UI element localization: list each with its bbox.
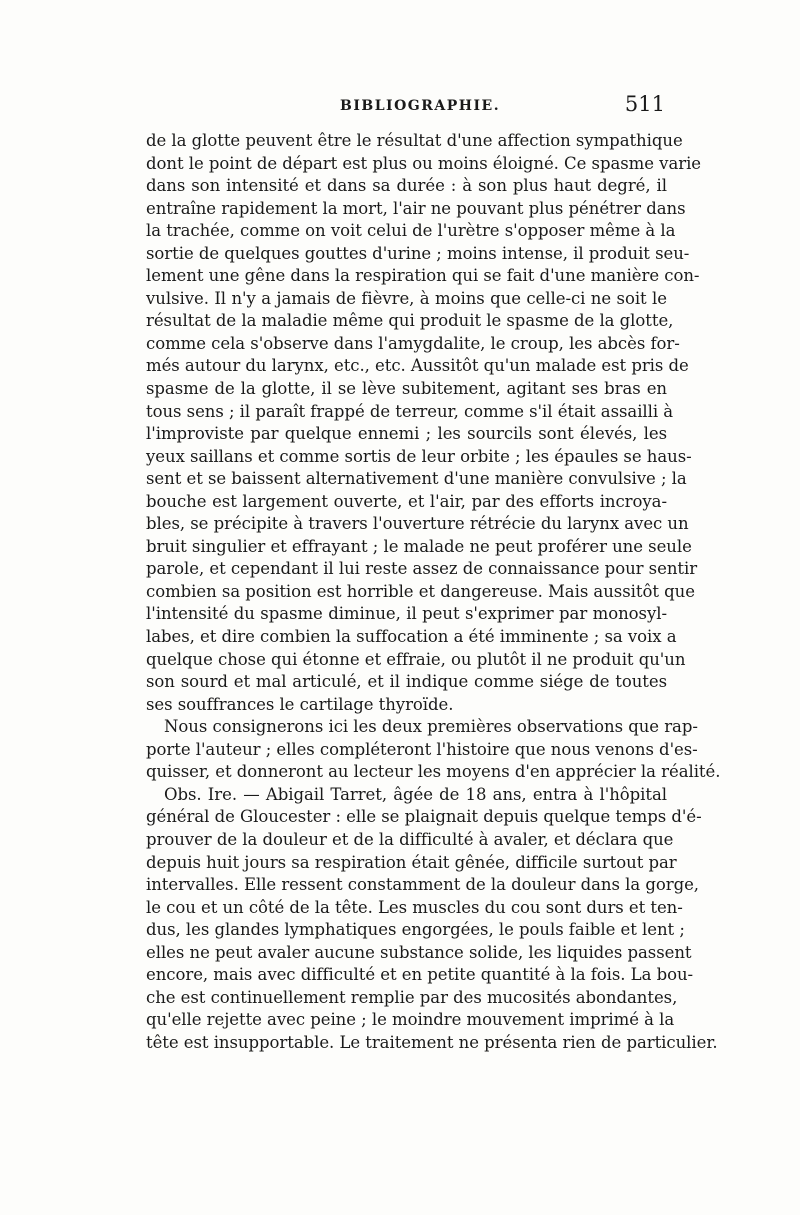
- text-line: l'intensité du spasme diminue, il peut s'exprimer par monosyl-: [146, 604, 667, 624]
- text-line: qu'elle rejette avec peine ; le moindre mouvement imprimé à la: [146, 1010, 675, 1030]
- text-line: spasme de la glotte, il se lève subitement, agitant ses bras en: [146, 379, 667, 399]
- text-line: encore, mais avec difficulté et en petite quantité à la fois. La bou-: [146, 965, 694, 985]
- text-line: parole, et cependant il lui reste assez de connaissance pour sentir: [146, 559, 698, 579]
- text-line: quisser, et donneront au lecteur les moyens d'en apprécier la réalité.: [146, 762, 721, 782]
- text-line: che est continuellement remplie par des mucosités abondantes,: [146, 987, 678, 1007]
- text-line: dans son intensité et dans sa durée : à son plus haut degré, il: [146, 176, 667, 196]
- text-line: bruit singulier et effrayant ; le malade ne peut proférer une seule: [146, 536, 692, 556]
- running-head: [145, 92, 665, 122]
- paragraph-first-line: Nous consignerons ici les deux premières observations que rap-: [164, 717, 698, 737]
- text-line: prouver de la douleur et de la difficulté à avaler, et déclara que: [146, 829, 674, 849]
- text-line: lement une gêne dans la respiration qui se fait d'une manière con-: [146, 266, 700, 286]
- page-number: 511: [624, 92, 665, 116]
- text-line: comme cela s'observe dans l'amygdalite, le croup, les abcès for-: [146, 333, 680, 353]
- text-line: la trachée, comme on voit celui de l'urètre s'opposer même à la: [146, 221, 676, 241]
- text-line: depuis huit jours sa respiration était gênée, difficile surtout par: [146, 852, 677, 872]
- text-line: quelque chose qui étonne et effraie, ou plutôt il ne produit qu'un: [146, 649, 686, 669]
- text-line: combien sa position est horrible et dangereuse. Mais aussitôt que: [146, 581, 695, 601]
- text-line: més autour du larynx, etc., etc. Aussitôt qu'un malade est pris de: [146, 356, 689, 376]
- text-line: général de Gloucester : elle se plaignait depuis quelque temps d'é-: [146, 807, 702, 827]
- text-line: entraîne rapidement la mort, l'air ne pouvant plus pénétrer dans: [146, 198, 686, 218]
- text-line: ses souffrances le cartilage thyroïde.: [146, 694, 454, 714]
- text-line: dus, les glandes lymphatiques engorgées, le pouls faible et lent ;: [146, 920, 685, 940]
- text-line: intervalles. Elle ressent constamment de la douleur dans la gorge,: [146, 875, 699, 895]
- text-line: sortie de quelques gouttes d'urine ; moins intense, il produit seu-: [146, 243, 690, 263]
- text-line: bles, se précipite à travers l'ouverture rétrécie du larynx avec un: [146, 514, 689, 534]
- text-line: elles ne peut avaler aucune substance solide, les liquides passent: [146, 942, 692, 962]
- body-text: [146, 130, 721, 1054]
- text-line: porte l'auteur ; elles compléteront l'histoire que nous venons d'es-: [146, 739, 698, 759]
- text-line: son sourd et mal articulé, et il indique comme siége de toutes: [146, 672, 667, 692]
- text-line: le cou et un côté de la tête. Les muscles du cou sont durs et ten-: [146, 897, 683, 917]
- text-line: sent et se baissent alternativement d'une manière convulsive ; la: [146, 469, 687, 489]
- text-line: l'improviste par quelque ennemi ; les sourcils sont élevés, les: [146, 424, 667, 444]
- text-line: yeux saillans et comme sortis de leur orbite ; les épaules se haus-: [146, 446, 692, 466]
- text-line: dont le point de départ est plus ou moins éloigné. Ce spasme varie: [146, 153, 702, 173]
- observation-first-line: Obs. Ire. — Abigail Tarret, âgée de 18 ans, entra à l'hôpital: [164, 784, 667, 804]
- text-line: bouche est largement ouverte, et l'air, par des efforts incroya-: [146, 491, 667, 511]
- text-line: de la glotte peuvent être le résultat d'une affection sympathique: [146, 131, 683, 150]
- text-line: tous sens ; il paraît frappé de terreur, comme s'il était assailli à: [146, 401, 674, 421]
- text-line: labes, et dire combien la suffocation a été imminente ; sa voix a: [146, 627, 677, 647]
- running-title: BIBLIOGRAPHIE.: [340, 98, 501, 114]
- text-line: résultat de la maladie même qui produit le spasme de la glotte,: [146, 311, 674, 331]
- text-line: vulsive. Il n'y a jamais de fièvre, à moins que celle-ci ne soit le: [146, 288, 667, 308]
- text-line: tête est insupportable. Le traitement ne présenta rien de particulier.: [146, 1032, 718, 1052]
